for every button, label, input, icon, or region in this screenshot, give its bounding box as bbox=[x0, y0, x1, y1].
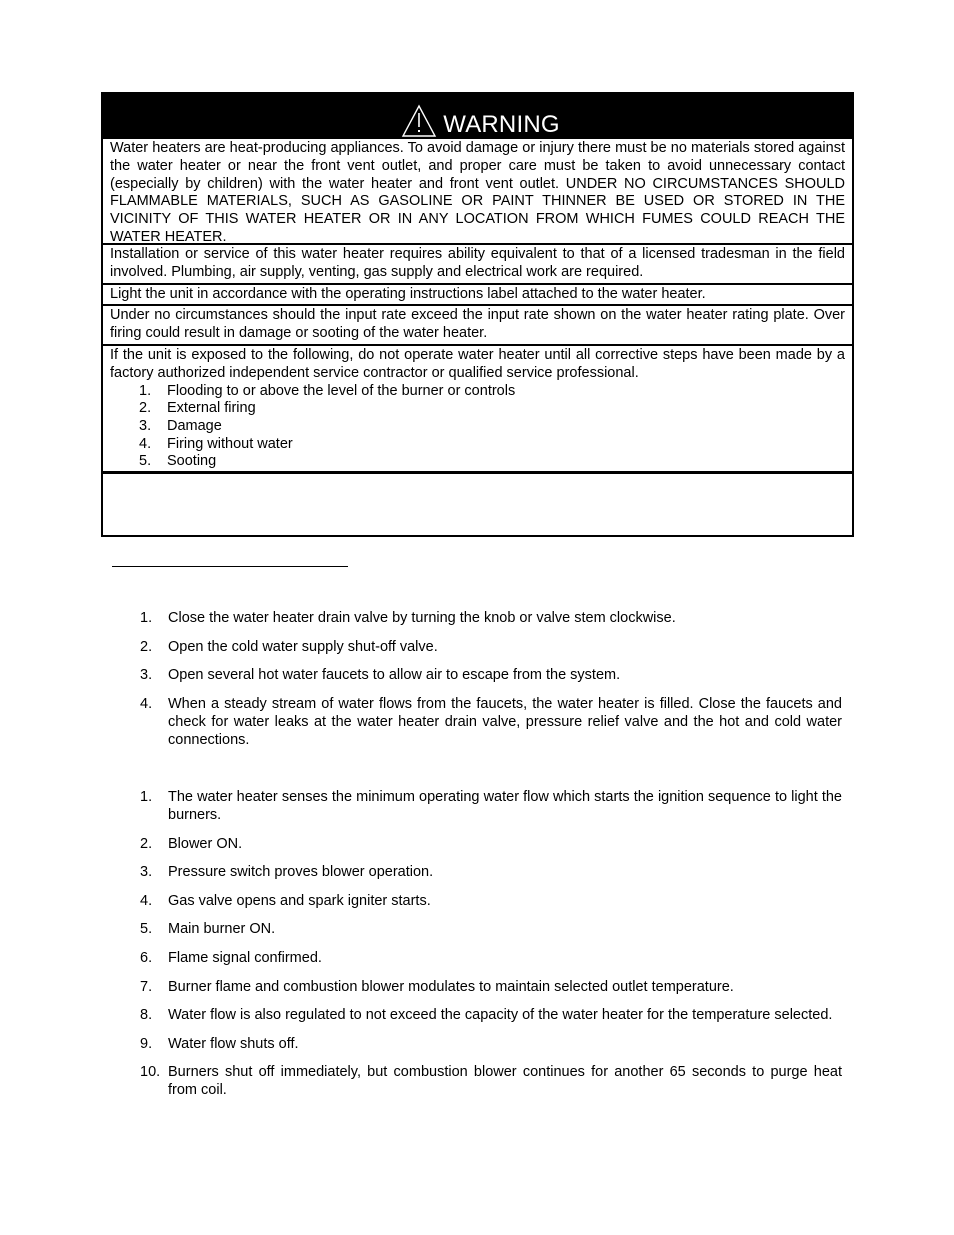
warning-text: Water heaters are heat-producing appliances. To avoid damage or injury there must be no materials stored against the water heater or near the front vent outlet, and proper care must be taken to avoid unnecessary contact (especially by children) with the water heater and front vent outlet. UNDER NO CIRCUMSTANCES SHOULD FLAMMABLE MATERIALS, SUCH AS GASOLINE OR PAINT THINNER BE USED OR STORED IN THE VICINITY OF THIS WATER HEATER OR IN ANY LOCATION FROM WHICH FUMES COULD REACH THE WATER HEATER. bbox=[110, 140, 845, 245]
section-heading-rule bbox=[112, 566, 348, 567]
list-item: 9. Water flow shuts off. bbox=[140, 1035, 299, 1052]
list-item: 7. Burner flame and combustion blower modulates to maintain selected outlet temperature. bbox=[140, 978, 734, 995]
list-item: 5. Main burner ON. bbox=[140, 921, 276, 938]
filling-steps-list bbox=[140, 609, 842, 759]
list-item: 4. When a steady stream of water flows from the faucets, the water heater is filled. Close the faucets and check for water leaks at the water heater drain valve, pressure relief valve and the hot and cold water connections. bbox=[140, 695, 842, 748]
list-item: 3. Damage bbox=[139, 418, 222, 434]
warning-title: WARNING bbox=[443, 111, 560, 138]
warning-section-flammable bbox=[103, 139, 852, 243]
operation-steps-list bbox=[140, 788, 842, 1110]
list-item: 4. Gas valve opens and spark igniter starts. bbox=[140, 892, 431, 909]
exposure-list bbox=[110, 383, 845, 472]
warning-text: Light the unit in accordance with the operating instructions label attached to the water heater. bbox=[110, 286, 706, 302]
list-item: 1. Close the water heater drain valve by turning the knob or valve stem clockwise. bbox=[140, 610, 676, 626]
list-item: 2. Open the cold water supply shut-off valve. bbox=[140, 638, 438, 655]
list-item: 1. The water heater senses the minimum operating water flow which starts the ignition sequence to light the burners. bbox=[140, 789, 842, 823]
warning-text: Installation or service of this water heater requires ability equivalent to that of a licensed tradesman in the field involved. Plumbing, air supply, venting, gas supply and electrical work are required. bbox=[110, 246, 845, 280]
warning-section-empty bbox=[103, 471, 852, 527]
warning-header bbox=[103, 94, 852, 139]
warning-triangle-icon bbox=[401, 104, 437, 138]
list-item: 3. Open several hot water faucets to allow air to escape from the system. bbox=[140, 667, 621, 684]
list-item: 8. Water flow is also regulated to not exceed the capacity of the water heater for the temperature selected. bbox=[140, 1007, 833, 1024]
warning-text: If the unit is exposed to the following, do not operate water heater until all corrective steps have been made by a factory authorized independent service contractor or qualified service professional. bbox=[110, 347, 845, 381]
list-item: 10. Burners shut off immediately, but combustion blower continues for another 65 seconds to purge heat from coil. bbox=[140, 1064, 842, 1099]
list-item: 5. Sooting bbox=[139, 453, 217, 470]
warning-section-installation bbox=[103, 243, 852, 283]
warning-text: Under no circumstances should the input rate exceed the input rate shown on the water heater rating plate. Over firing could result in damage or sooting of the water heater. bbox=[110, 307, 845, 341]
warning-section-lighting bbox=[103, 283, 852, 304]
list-item: 6. Flame signal confirmed. bbox=[140, 949, 322, 966]
list-item: 2. Blower ON. bbox=[140, 835, 243, 852]
list-item: 3. Pressure switch proves blower operation. bbox=[140, 864, 434, 881]
warning-box bbox=[101, 92, 854, 537]
list-item: 4. Firing without water bbox=[139, 435, 293, 452]
list-item: 1. Flooding to or above the level of the burner or controls bbox=[139, 382, 516, 399]
list-item: 2. External firing bbox=[139, 400, 256, 417]
warning-section-input-rate bbox=[103, 304, 852, 344]
warning-section-exposure bbox=[103, 344, 852, 471]
